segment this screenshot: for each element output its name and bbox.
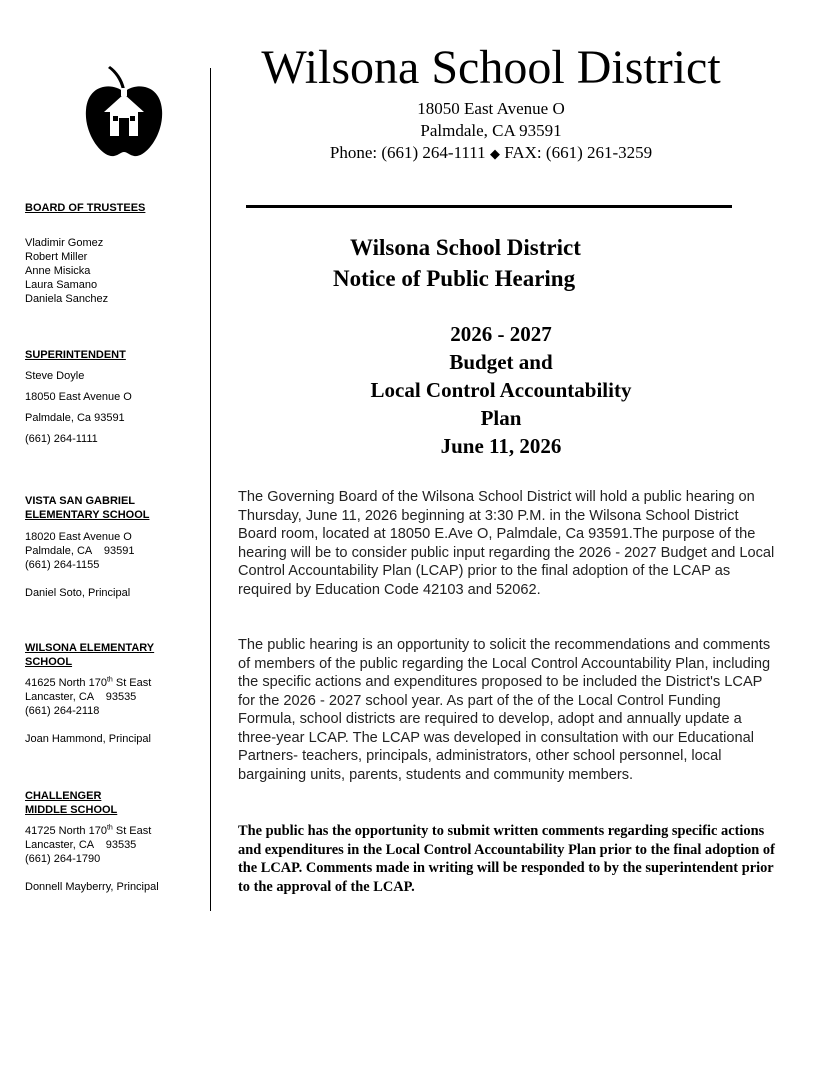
vista-principal: Daniel Soto, Principal	[25, 587, 131, 599]
district-city: Palmdale, CA 93591	[420, 121, 562, 140]
wilsona-elementary-section	[25, 641, 203, 746]
superintendent-heading: SUPERINTENDENT	[25, 349, 126, 361]
board-heading: BOARD OF TRUSTEES	[25, 202, 146, 214]
notice-subject-block	[330, 320, 672, 460]
challenger-heading-2: MIDDLE SCHOOL	[25, 804, 118, 816]
wilsona-heading-2: SCHOOL	[25, 656, 73, 668]
board-member: Laura Samano	[25, 279, 98, 291]
challenger-city: Lancaster, CA 93535	[25, 839, 137, 851]
apple-schoolhouse-logo-icon	[84, 64, 164, 160]
notice-subject-line: Plan	[480, 406, 522, 430]
wilsona-heading-1: WILSONA ELEMENTARY	[25, 642, 155, 654]
superintendent-name: Steve Doyle	[25, 370, 85, 382]
vista-heading-1: VISTA SAN GABRIEL	[25, 495, 136, 507]
vista-city: Palmdale, CA 93591	[25, 545, 135, 557]
vista-phone: (661) 264-1155	[25, 559, 100, 571]
board-section	[25, 201, 203, 306]
notice-title: Notice of Public Hearing	[333, 266, 576, 291]
notice-date: June 11, 2026	[440, 434, 562, 458]
body-paragraph-1: The Governing Board of the Wilsona School District will hold a public hearing on Thursday, June 11, 2026 beginning at 3:30 P.M. in the Wilsona School District Board room, located at 18050 E.Ave O, Palmdale, Ca 93591.The purpose of the hearing will be to consider public input regarding the 2026 - 2027 Budget and Local Control Accountability Plan (LCAP) prior to the final adoption of the LCAP as required by Education Code 42103 and 52062.	[238, 489, 775, 598]
body-paragraph-3: The public has the opportunity to submit written comments regarding specific actions and expenditures in the Local Control Accountability Plan prior to the final adoption of the LCAP. Comments made in writing will be responded to by the superintendent prior to the approval of the LCAP.	[238, 823, 775, 896]
district-phone-fax	[215, 142, 767, 165]
district-title: Wilsona School District	[261, 41, 721, 94]
board-member: Vladimir Gomez	[25, 237, 104, 249]
notice-subject-line: Budget and	[449, 350, 553, 374]
sidebar-divider	[210, 68, 211, 911]
board-member: Robert Miller	[25, 251, 88, 263]
challenger-address: 41725 North 170th St East	[25, 824, 152, 837]
vista-school-section	[25, 494, 203, 600]
district-contact	[215, 98, 767, 165]
challenger-heading-1: CHALLENGER	[25, 790, 102, 802]
notice-year: 2026 - 2027	[450, 322, 552, 346]
superintendent-phone: (661) 264-1111	[25, 433, 98, 445]
challenger-principal: Donnell Mayberry, Principal	[25, 881, 159, 893]
diamond-separator-icon: ◆	[489, 146, 500, 161]
wilsona-address: 41625 North 170th St East	[25, 676, 152, 689]
header-rule	[246, 205, 732, 208]
fax-text: FAX: (661) 261-3259	[504, 143, 653, 162]
superintendent-section	[25, 348, 203, 446]
wilsona-phone: (661) 264-2118	[25, 705, 100, 717]
superintendent-city: Palmdale, Ca 93591	[25, 412, 125, 424]
body-paragraph-2: The public hearing is an opportunity to solicit the recommendations and comments of members of the public regarding the Local Control Accountability Plan, including the specific actions and expenditures proposed to be included the District's LCAP for the 2026 - 2027 school year. As part of the of the Local Control Funding Formula, school districts are required to develop, adopt and annually update a three-year LCAP. The LCAP was developed in consultation with our Educational Partners- teachers, principals, administrators, other school personnel, local bargaining units, parents, students and community members.	[238, 637, 771, 783]
wilsona-city: Lancaster, CA 93535	[25, 691, 137, 703]
board-member: Daniela Sanchez	[25, 293, 109, 305]
challenger-phone: (661) 264-1790	[25, 853, 101, 865]
vista-heading-2: ELEMENTARY SCHOOL	[25, 509, 150, 521]
vista-address: 18020 East Avenue O	[25, 531, 132, 543]
wilsona-principal: Joan Hammond, Principal	[25, 733, 151, 745]
notice-title-district: Wilsona School District	[350, 235, 581, 260]
superintendent-address: 18050 East Avenue O	[25, 391, 132, 403]
board-member: Anne Misicka	[25, 265, 91, 277]
notice-subject-line: Local Control Accountability	[370, 378, 632, 402]
phone-text: Phone: (661) 264-1111	[329, 143, 486, 162]
district-address: 18050 East Avenue O	[417, 99, 565, 118]
challenger-section	[25, 789, 203, 894]
